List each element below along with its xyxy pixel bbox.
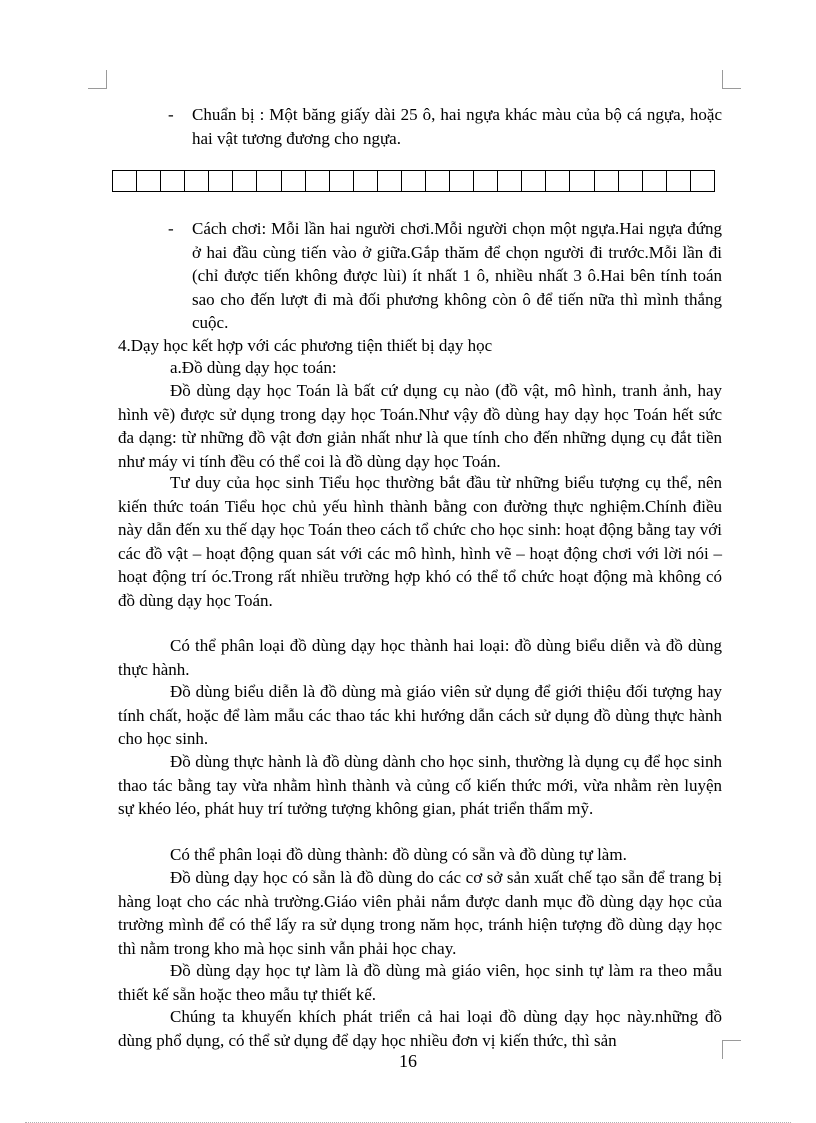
strip-cell bbox=[426, 170, 450, 192]
subsection-heading: a.Đồ dùng dạy học toán: bbox=[170, 358, 337, 377]
bullet-preparation: Chuẩn bị : Một băng giấy dài 25 ô, hai ngựa khác màu của bộ cá ngựa, hoặc hai vật tương đương cho ngựa. bbox=[192, 105, 722, 148]
strip-cell bbox=[233, 170, 257, 192]
strip-cell bbox=[546, 170, 570, 192]
bullet-marker: - bbox=[168, 105, 174, 124]
strip-cell bbox=[137, 170, 161, 192]
paragraph-classification-2: Có thể phân loại đồ dùng thành: đồ dùng có sẵn và đồ dùng tự làm. bbox=[170, 845, 627, 864]
paragraph-thinking: Tư duy của học sinh Tiểu học thường bắt đầu từ những biểu tượng cụ thể, nên kiến thức toán Tiểu học chủ yếu hình thành bằng con đường thực nghiệm.Chính điều này dẫn đến xu thế dạy học Toán theo cách tổ chức cho học sinh: hoạt động bằng tay với các đồ vật – hoạt động quan sát với các mô hình, hình vẽ – hoạt động chơi với lời nói – hoạt động trí óc.Trong rất nhiều trường hợp khó có thể tổ chức hoạt động mà không có đồ dùng dạy học Toán. bbox=[118, 473, 722, 610]
strip-cell bbox=[643, 170, 667, 192]
paragraph-definition: Đồ dùng dạy học Toán là bất cứ dụng cụ nào (đồ vật, mô hình, tranh ảnh, hay hình vẽ) được sử dụng trong dạy học Toán.Như vậy đồ dùng hay dạy học Toán hết sức đa dạng: từ những đồ vật đơn giản nhất như là que tính cho đến những dụng cụ đắt tiền như máy vi tính đều có thể coi là đồ dùng dạy học Toán. bbox=[118, 381, 722, 471]
strip-cell bbox=[185, 170, 209, 192]
paragraph-demonstration-tools: Đồ dùng biểu diễn là đồ dùng mà giáo viên sử dụng để giới thiệu đối tượng hay tính chất, hoặc để làm mẫu các thao tác khi hướng dẫn cách sử dụng đồ dùng thực hành cho học sinh. bbox=[118, 682, 722, 748]
strip-cell bbox=[161, 170, 185, 192]
strip-cell bbox=[354, 170, 378, 192]
bullet-how-to-play: Cách chơi: Mỗi lần hai người chơi.Mỗi người chọn một ngựa.Hai ngựa đứng ở hai đầu cùng tiến vào ở giữa.Gắp thăm để chọn người đi trước.Mỗi lần đi (chỉ được tiến không được lùi) ít nhất 1 ô, nhiều nhất 3 ô.Hai bên tính toán sao cho đến lượt đi mà đối phương không còn ô để tiến nữa thì mình thắng cuộc. bbox=[192, 219, 722, 332]
paragraph-classification: Có thể phân loại đồ dùng dạy học thành hai loại: đồ dùng biểu diễn và đồ dùng thực hành. bbox=[118, 636, 722, 679]
strip-cell bbox=[378, 170, 402, 192]
crop-mark-top-left bbox=[88, 70, 107, 89]
strip-cell bbox=[330, 170, 354, 192]
strip-cell bbox=[691, 170, 715, 192]
paragraph-ready-made-tools: Đồ dùng dạy học có sẵn là đồ dùng do các cơ sở sản xuất chế tạo sẵn để trang bị hàng loạt cho các nhà trường.Giáo viên phải nắm được danh mục đồ dùng dạy học của trường mình để có thể lấy ra sử dụng trong năm học, tránh hiện tượng đồ dùng dạy học thì nằm trong kho mà học sinh vẫn phải học chay. bbox=[118, 868, 722, 958]
strip-cell bbox=[282, 170, 306, 192]
page-number: 16 bbox=[399, 1051, 417, 1071]
crop-mark-top-right bbox=[722, 70, 741, 89]
bullet-marker: - bbox=[168, 219, 174, 238]
strip-cell bbox=[402, 170, 426, 192]
strip-cell bbox=[498, 170, 522, 192]
strip-cell bbox=[667, 170, 691, 192]
strip-cell bbox=[619, 170, 643, 192]
strip-cell bbox=[257, 170, 281, 192]
paragraph-practice-tools: Đồ dùng thực hành là đồ dùng dành cho học sinh, thường là dụng cụ để học sinh thao tác bằng tay vừa nhằm hình thành và củng cố kiến thức mới, vừa nhằm rèn luyện sự khéo léo, phát huy trí tưởng tượng không gian, phát triển thẩm mỹ. bbox=[118, 752, 722, 818]
paper-strip-25-cells bbox=[112, 170, 715, 192]
strip-cell bbox=[474, 170, 498, 192]
paragraph-self-made-tools: Đồ dùng dạy học tự làm là đồ dùng mà giáo viên, học sinh tự làm ra theo mẫu thiết kế sẵn hoặc theo mẫu tự thiết kế. bbox=[118, 961, 722, 1004]
strip-cell bbox=[450, 170, 474, 192]
strip-cell bbox=[522, 170, 546, 192]
strip-cell bbox=[595, 170, 619, 192]
section-heading: 4.Dạy học kết hợp với các phương tiện thiết bị dạy học bbox=[118, 336, 493, 355]
strip-cell bbox=[209, 170, 233, 192]
strip-cell bbox=[113, 170, 137, 192]
paragraph-encouragement: Chúng ta khuyến khích phát triển cả hai loại đồ dùng dạy học này.những đồ dùng phổ dụng, có thể sử dụng để dạy học nhiều đơn vị kiến thức, thì sản bbox=[118, 1007, 722, 1050]
strip-cell bbox=[570, 170, 594, 192]
strip-cell bbox=[306, 170, 330, 192]
